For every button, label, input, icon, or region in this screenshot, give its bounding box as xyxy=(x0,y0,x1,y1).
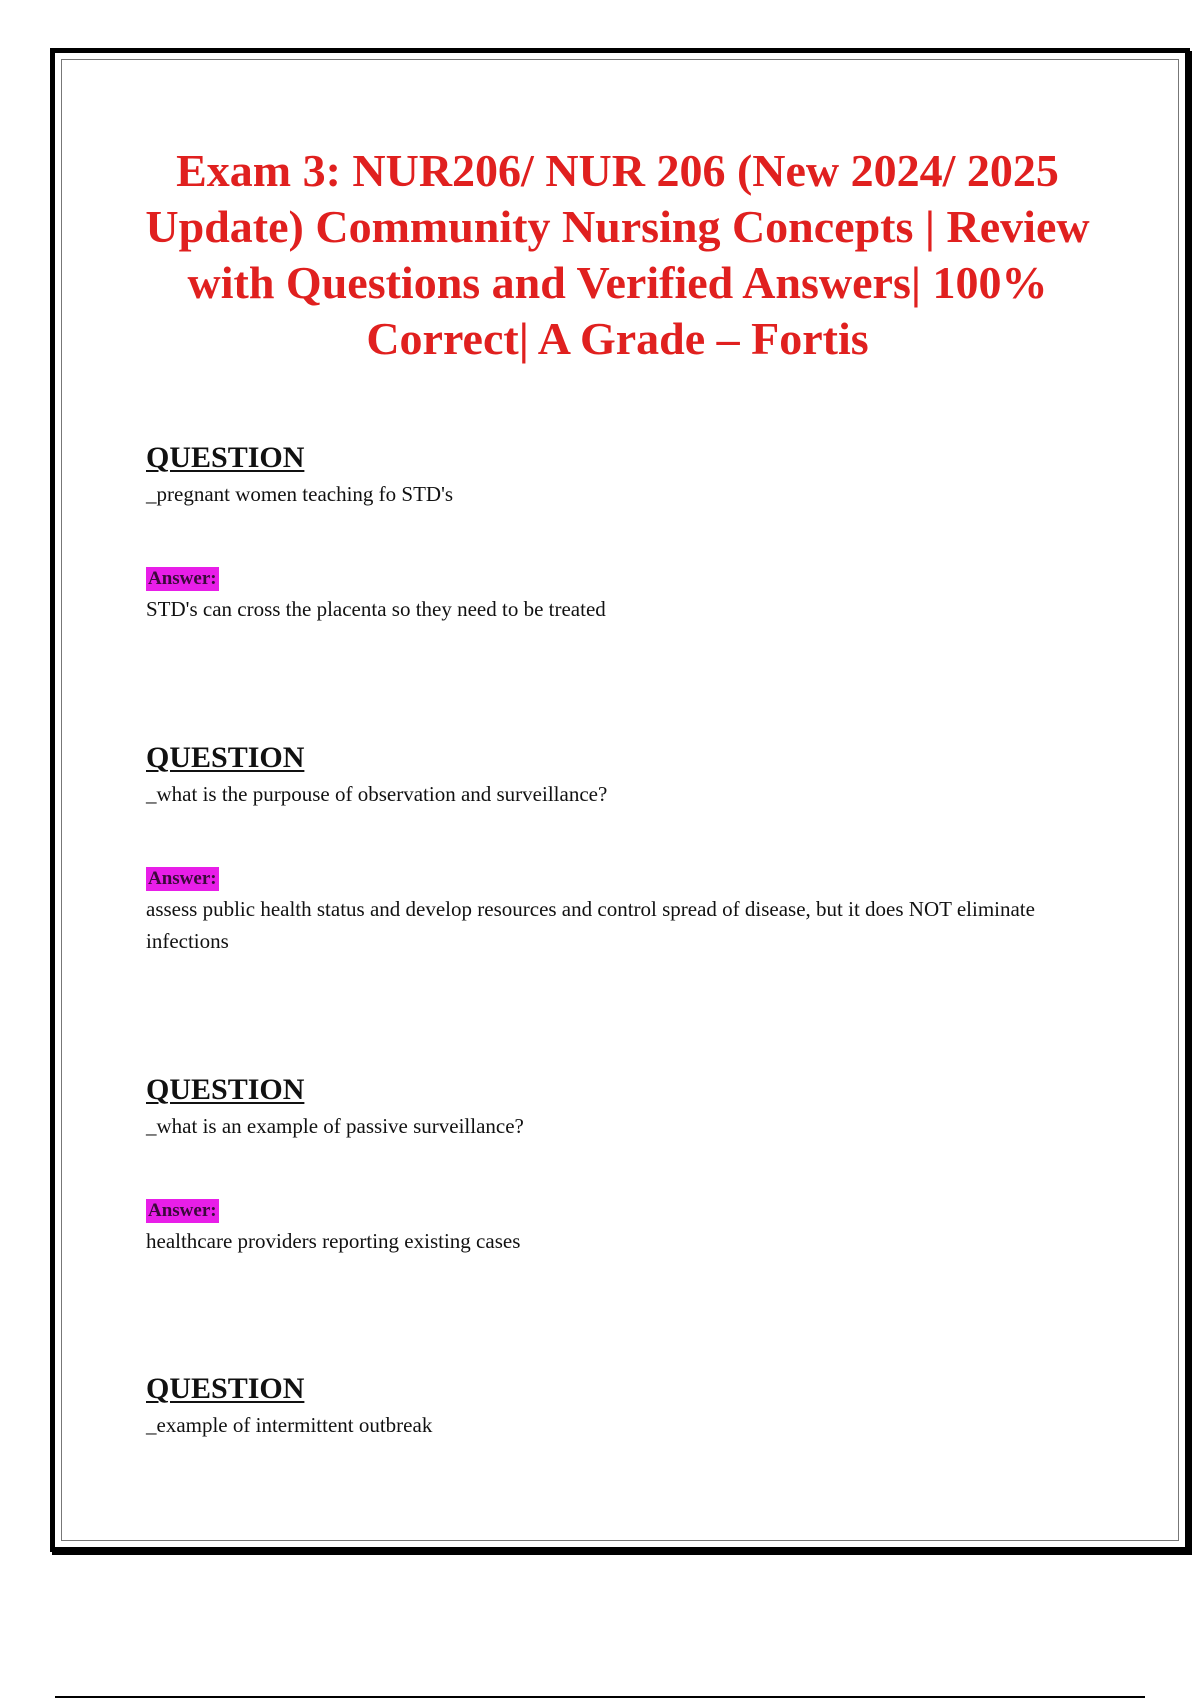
answer-text: STD's can cross the placenta so they need to be treated xyxy=(146,597,606,621)
document-title: Exam 3: NUR206/ NUR 206 (New 2024/ 2025 Update) Community Nursing Concepts | Review with Questions and Verified Answers| 100% Correct| A Grade – Fortis xyxy=(145,145,1090,364)
question-heading: QUESTION xyxy=(146,741,305,774)
qa-item-1 xyxy=(146,441,1086,625)
qa-item-3 xyxy=(146,1073,1086,1257)
answer-label: Answer: xyxy=(148,1200,217,1221)
question-heading: QUESTION xyxy=(146,441,305,474)
answer-label: Answer: xyxy=(148,568,217,589)
qa-item-2 xyxy=(146,741,1086,957)
question-text: _example of intermittent outbreak xyxy=(146,1413,433,1437)
question-text: _what is the purpouse of observation and surveillance? xyxy=(146,782,608,806)
question-text: _pregnant women teaching fo STD's xyxy=(146,482,454,506)
question-text: _what is an example of passive surveillance? xyxy=(146,1114,524,1138)
answer-label: Answer: xyxy=(148,868,217,889)
qa-item-4 xyxy=(146,1372,1086,1440)
question-heading: QUESTION xyxy=(146,1372,305,1405)
question-heading: QUESTION xyxy=(146,1073,305,1106)
answer-text: healthcare providers reporting existing cases xyxy=(146,1229,521,1253)
answer-text: assess public health status and develop resources and control spread of disease, but it does NOT eliminate infections xyxy=(146,897,1035,953)
footer-divider xyxy=(55,1696,1145,1698)
